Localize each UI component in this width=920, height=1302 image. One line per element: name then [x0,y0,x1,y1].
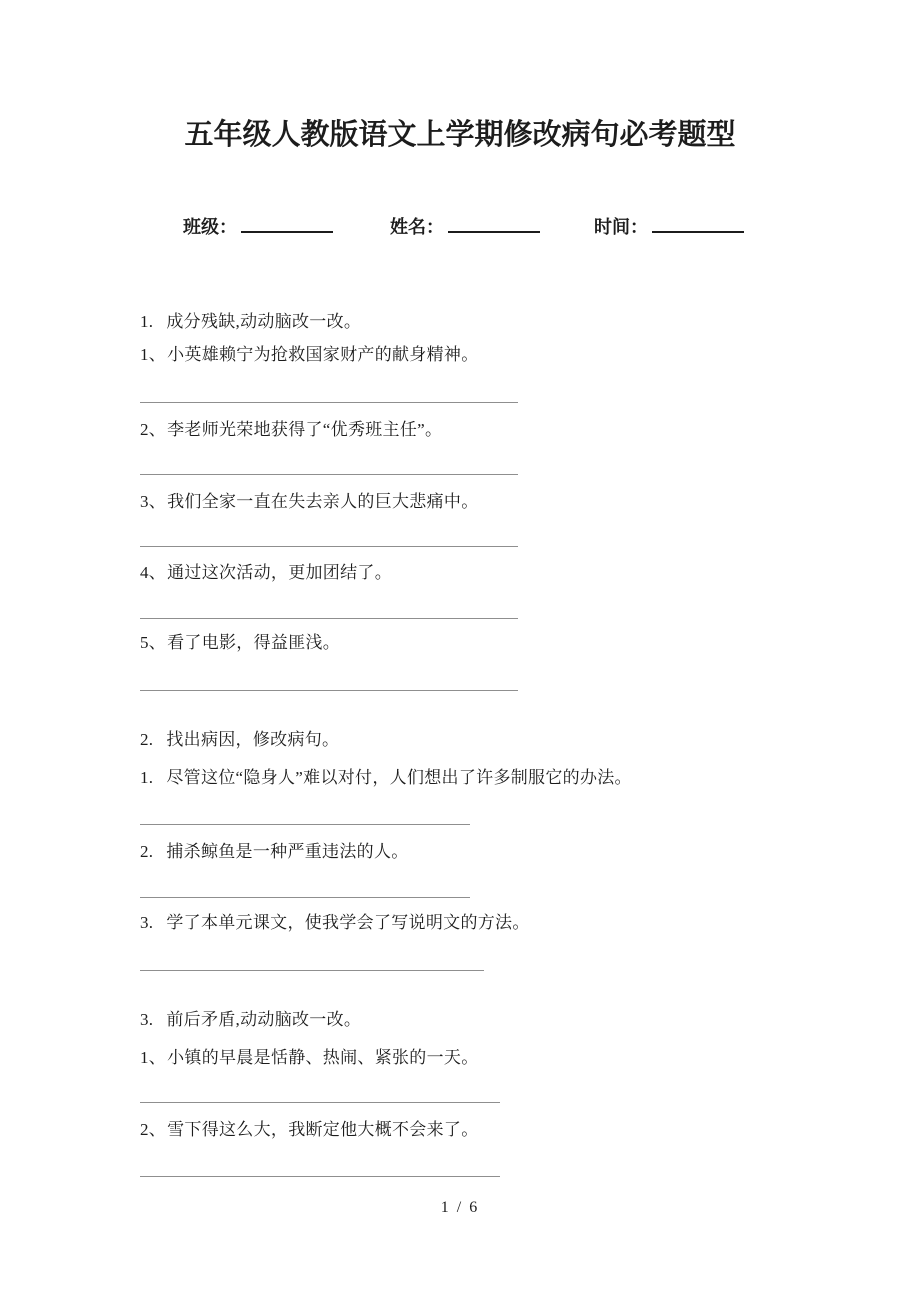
section-number: 3. [140,1010,154,1029]
sentence-item [140,632,340,654]
sentence-item [140,562,392,584]
name-label: 姓名： [390,217,444,237]
item-text: 李老师光荣地获得了“优秀班主任”。 [167,420,443,439]
item-number: 2、 [140,420,167,439]
item-text: 雪下得这么大，我断定他大概不会来了。 [167,1120,479,1139]
section-heading-text: 前后矛盾,动动脑改一改。 [166,1010,362,1029]
section-1-heading [140,311,361,333]
section-3-heading [140,1009,361,1031]
name-field [390,213,540,239]
name-blank [448,213,540,233]
item-number: 5、 [140,633,167,652]
class-field [183,213,333,239]
answer-blank [140,402,518,403]
class-blank [241,213,333,233]
page-number-indicator: 1 / 6 [440,1199,480,1216]
answer-blank [140,970,484,971]
sentence-item [140,1119,479,1141]
answer-blank [140,1102,500,1103]
item-number: 3. [140,913,154,932]
item-number: 2、 [140,1120,167,1139]
time-label: 时间： [594,217,648,237]
item-number: 1. [140,768,154,787]
answer-blank [140,897,470,898]
sentence-item [140,491,479,513]
item-text: 通过这次活动，更加团结了。 [167,563,393,582]
item-number: 1、 [140,345,167,364]
answer-blank [140,690,518,691]
item-text: 小英雄赖宁为抢救国家财产的献身精神。 [167,345,479,364]
item-number: 2. [140,842,154,861]
section-heading-text: 成分残缺,动动脑改一改。 [166,312,362,331]
sentence-item [140,841,409,863]
time-field [594,213,744,239]
item-number: 3、 [140,492,167,511]
sentence-item [140,419,442,441]
item-number: 4、 [140,563,167,582]
answer-blank [140,546,518,547]
class-label: 班级： [183,217,237,237]
item-text: 我们全家一直在失去亲人的巨大悲痛中。 [167,492,479,511]
sentence-item [140,1047,479,1069]
time-blank [652,213,744,233]
answer-blank [140,1176,500,1177]
answer-blank [140,618,518,619]
section-heading-text: 找出病因，修改病句。 [166,730,340,749]
item-text: 小镇的早晨是恬静、热闹、紧张的一天。 [167,1048,479,1067]
page-title: 五年级人教版语文上学期修改病句必考题型 [184,119,736,151]
item-text: 尽管这位“隐身人”难以对付，人们想出了许多制服它的办法。 [166,768,632,787]
item-text: 捕杀鲸鱼是一种严重违法的人。 [166,842,409,861]
sentence-item [140,767,632,789]
section-2-heading [140,729,339,751]
item-number: 1、 [140,1048,167,1067]
sentence-item [140,912,530,934]
item-text: 看了电影，得益匪浅。 [167,633,341,652]
student-info-row [0,213,920,243]
section-number: 1. [140,312,154,331]
sentence-item [140,344,479,366]
answer-blank [140,474,518,475]
answer-blank [140,824,470,825]
item-text: 学了本单元课文，使我学会了写说明文的方法。 [166,913,530,932]
section-number: 2. [140,730,154,749]
